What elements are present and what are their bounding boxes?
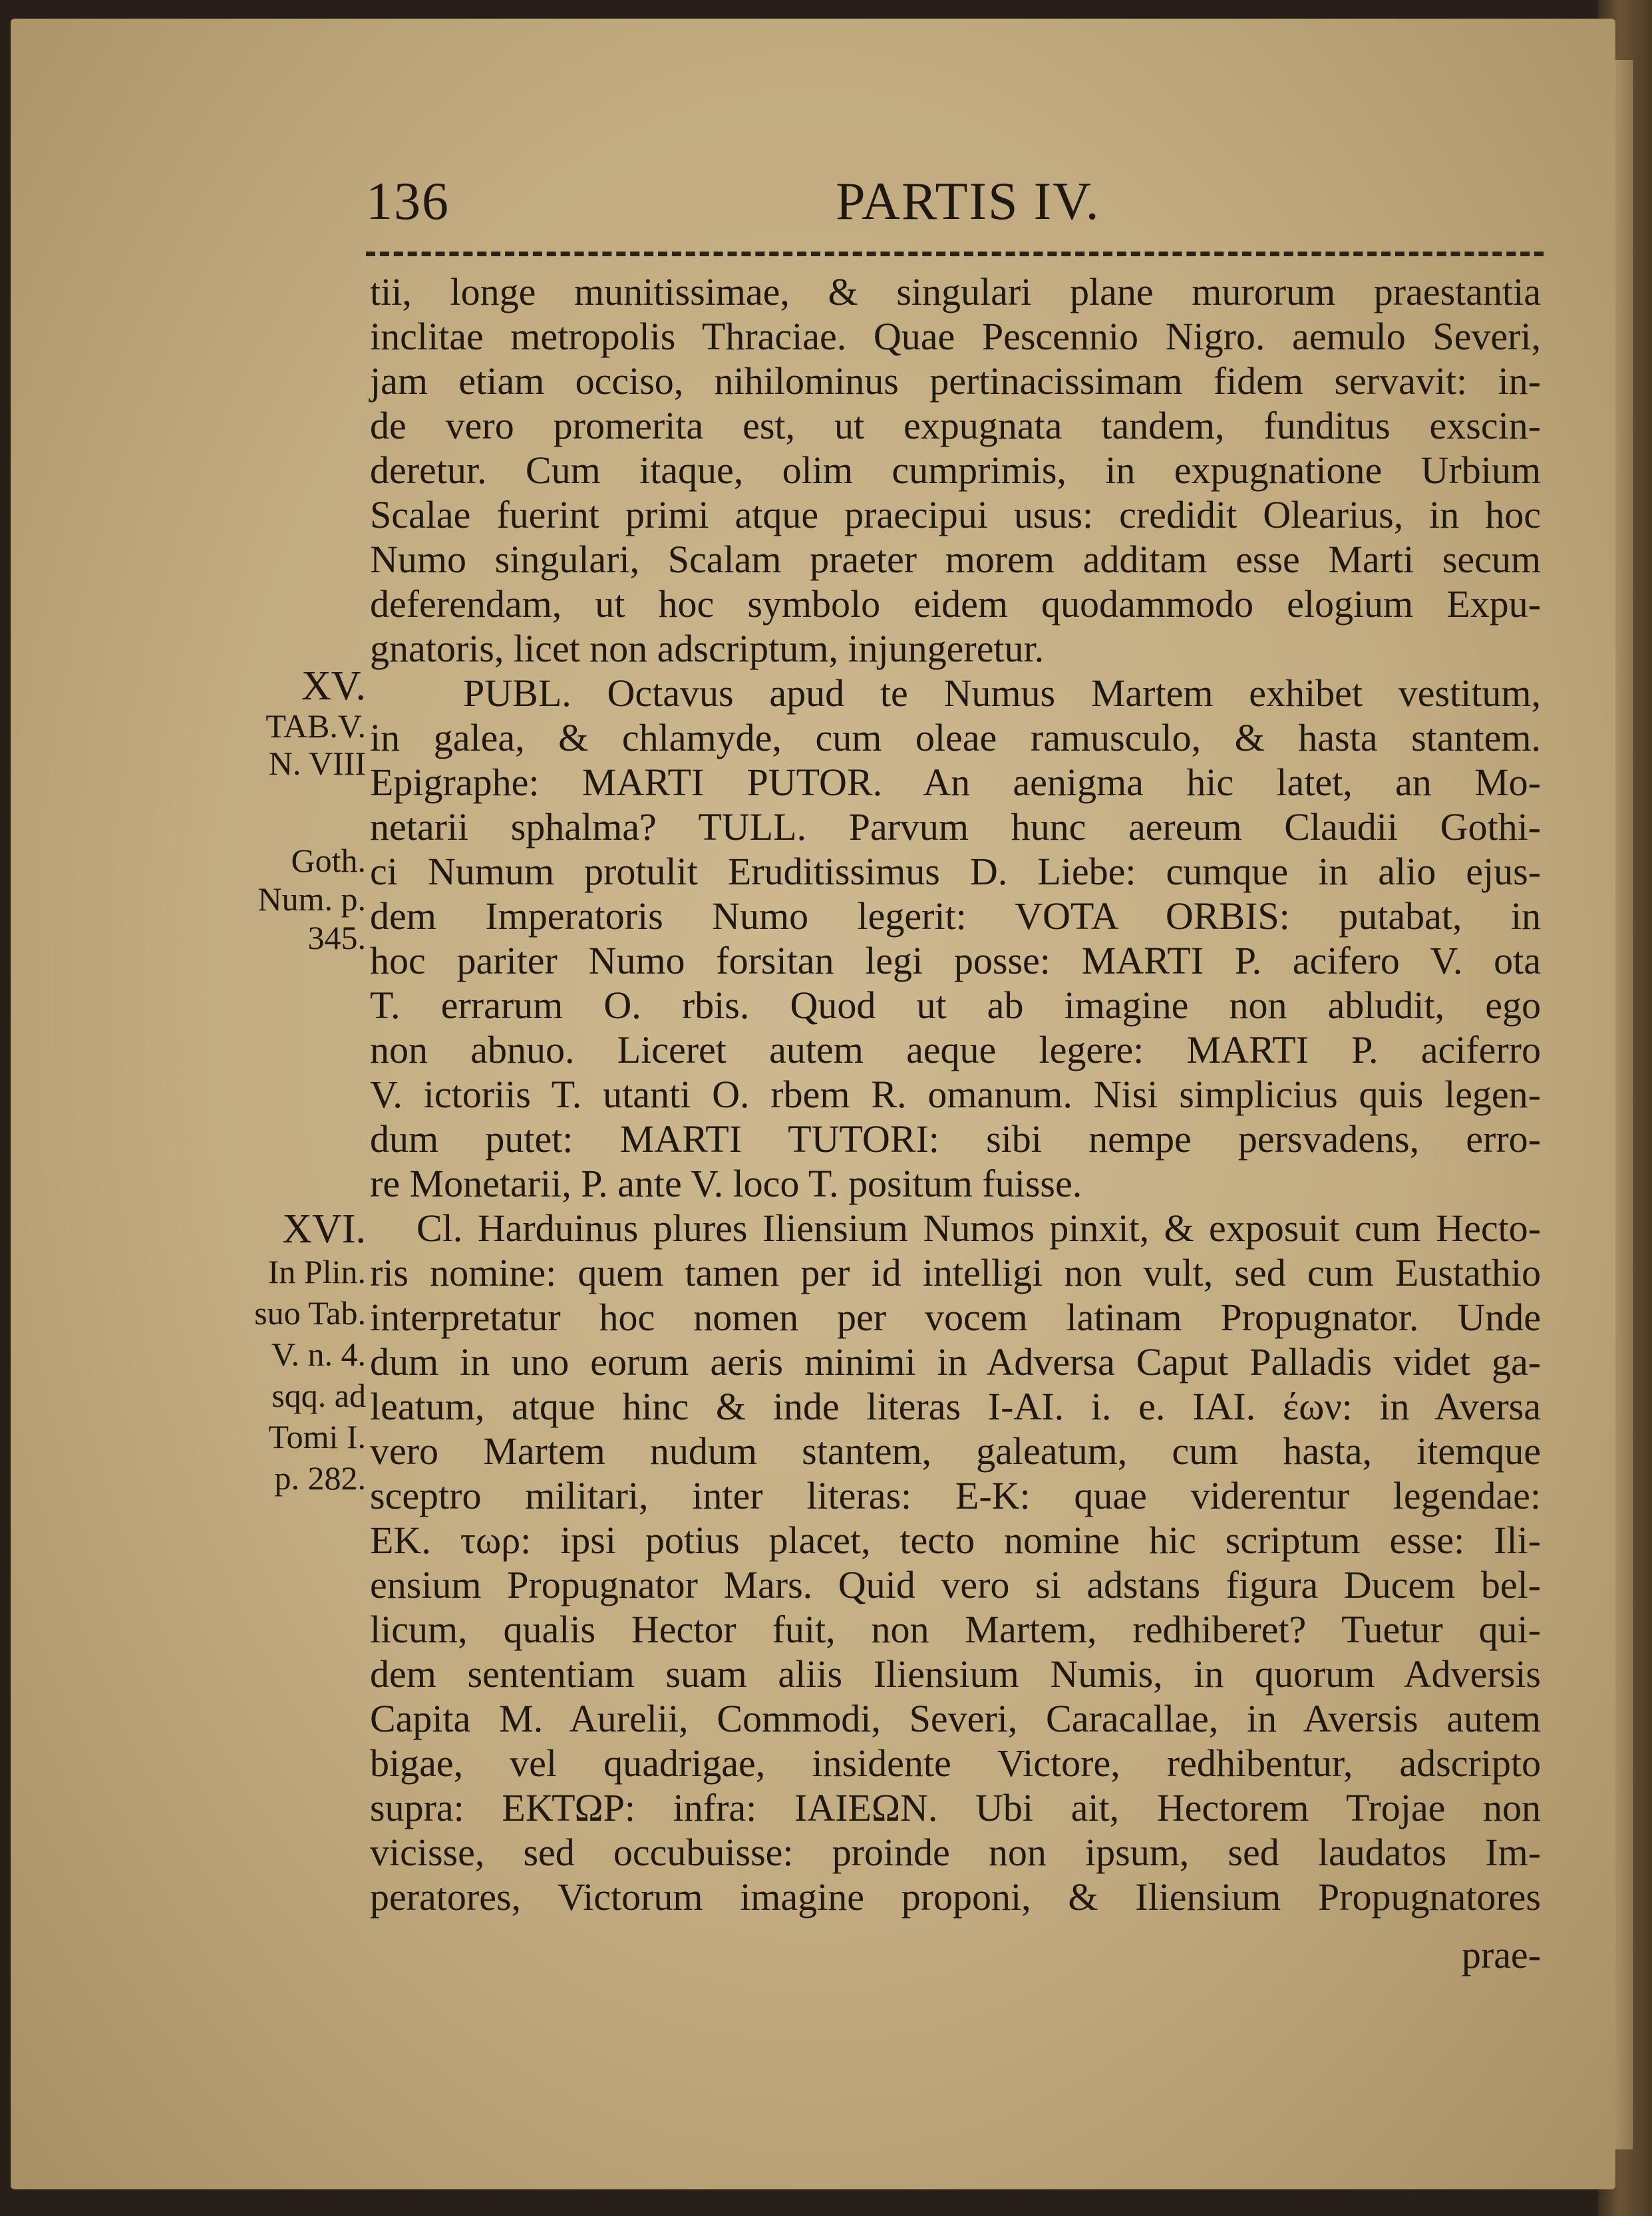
text-line: netarii sphalma? TULL. Parvum hunc aereum Claudii Gothi- bbox=[370, 805, 1541, 848]
text-line: dum in uno eorum aeris minimi in Adversa Caput Palladis videt ga- bbox=[370, 1340, 1541, 1384]
text-line: ΕΚ. τωρ: ipsi potius placet, tecto nomine hic scriptum esse: Ili- bbox=[370, 1519, 1541, 1562]
text-line: de vero promerita est, ut expugnata tandem, funditus exscin- bbox=[370, 404, 1541, 447]
text-line: bigae, vel quadrigae, insidente Victore, redhibentur, adscripto bbox=[370, 1742, 1541, 1785]
text-line: ensium Propugnator Mars. Quid vero si adstans figura Ducem bel- bbox=[370, 1563, 1541, 1606]
text-line: V. ictoriis T. utanti O. rbem R. omanum. Nisi simplicius quis legen- bbox=[370, 1073, 1541, 1116]
text-line: deretur. Cum itaque, olim cumprimis, in expugnatione Urbium bbox=[370, 449, 1541, 492]
text-line: hoc pariter Numo forsitan legi posse: MARTI P. acifero V. ota bbox=[370, 939, 1541, 982]
text-line: dem sententiam suam aliis Iliensium Numis, in quorum Adversis bbox=[370, 1652, 1541, 1696]
margin-note: TAB.V. bbox=[265, 707, 366, 745]
text-line: supra: ΕΚΤΩΡ: infra: ΙΑΙΕΩΝ. Ubi ait, Hectorem Trojae non bbox=[370, 1786, 1541, 1829]
margin-note: Goth. bbox=[291, 842, 366, 879]
text-line: Numo singulari, Scalam praeter morem additam esse Marti secum bbox=[370, 538, 1541, 581]
margin-note: suo Tab. bbox=[254, 1294, 366, 1332]
text-line: vero Martem nudum stantem, galeatum, cum hasta, itemque bbox=[370, 1429, 1541, 1473]
text-line: dem Imperatoris Numo legerit: VOTA ORBIS: putabat, in bbox=[370, 894, 1541, 938]
text-line: tii, longe munitissimae, & singulari plane murorum praestantia bbox=[370, 270, 1541, 313]
text-line: T. errarum O. rbis. Quod ut ab imagine non abludit, ego bbox=[370, 984, 1541, 1027]
text-line: peratores, Victorum imagine proponi, & Iliensium Propugnatores bbox=[370, 1875, 1541, 1919]
margin-note: Tomi I. bbox=[268, 1418, 366, 1455]
text-line: Capita M. Aurelii, Commodi, Severi, Caracallae, in Aversis autem bbox=[370, 1697, 1541, 1740]
text-line: sceptro militari, inter literas: E-K: quae viderentur legendae: bbox=[370, 1474, 1541, 1517]
paragraph-first-line: Cl. Harduinus plures Iliensium Numos pinxit, & exposuit cum Hecto- bbox=[416, 1206, 1541, 1250]
text-line: re Monetarii, P. ante V. loco T. positum fuisse. bbox=[370, 1162, 1082, 1205]
page-number: 136 bbox=[366, 172, 450, 231]
text-line: leatum, atque hinc & inde literas I-AI. i. e. ΙΑΙ. έων: in Aversa bbox=[370, 1385, 1541, 1428]
margin-note: In Plin. bbox=[267, 1253, 366, 1290]
text-line: jam etiam occiso, nihilominus pertinacissimam fidem servavit: in- bbox=[370, 359, 1541, 403]
text-line: Epigraphe: MARTI PUTOR. An aenigma hic latet, an Mo- bbox=[370, 761, 1541, 804]
text-line: ci Numum protulit Eruditissimus D. Liebe: cumque in alio ejus- bbox=[370, 850, 1541, 893]
text-line: interpretatur hoc nomen per vocem latinam Propugnator. Unde bbox=[370, 1296, 1541, 1339]
header-rule bbox=[366, 252, 1544, 256]
margin-note: Num. p. bbox=[257, 880, 366, 918]
text-line: dum putet: MARTI TUTORI: sibi nempe persvadens, erro- bbox=[370, 1117, 1541, 1161]
margin-section-number: XV. bbox=[301, 663, 366, 709]
margin-note: N. VIII bbox=[268, 745, 366, 782]
text-line: vicisse, sed occubuisse: proinde non ipsum, sed laudatos Im- bbox=[370, 1831, 1541, 1874]
text-line: Scalae fuerint primi atque praecipui usus: credidit Olearius, in hoc bbox=[370, 493, 1541, 536]
text-line: inclitae metropolis Thraciae. Quae Pescennio Nigro. aemulo Severi, bbox=[370, 315, 1541, 358]
text-line: gnatoris, licet non adscriptum, injungeretur. bbox=[370, 627, 1045, 670]
margin-note: p. 282. bbox=[274, 1459, 366, 1497]
text-line: licum, qualis Hector fuit, non Martem, redhiberet? Tuetur qui- bbox=[370, 1608, 1541, 1651]
text-line: deferendam, ut hoc symbolo eidem quodammodo elogium Expu- bbox=[370, 582, 1541, 626]
margin-note: 345. bbox=[307, 919, 366, 956]
margin-section-number: XVI. bbox=[282, 1206, 366, 1252]
running-title: PARTIS IV. bbox=[836, 172, 1100, 231]
text-line: in galea, & chlamyde, cum oleae ramusculo, & hasta stantem. bbox=[370, 716, 1541, 759]
paragraph-first-line: PUBL. Octavus apud te Numus Martem exhibet vestitum, bbox=[463, 671, 1541, 715]
catchword: prae- bbox=[1461, 1933, 1541, 1976]
text-line: ris nomine: quem tamen per id intelligi non vult, sed cum Eustathio bbox=[370, 1251, 1541, 1294]
margin-note: sqq. ad bbox=[271, 1377, 366, 1414]
margin-note: V. n. 4. bbox=[271, 1336, 366, 1373]
text-line: non abnuo. Liceret autem aeque legere: MARTI P. aciferro bbox=[370, 1028, 1541, 1071]
